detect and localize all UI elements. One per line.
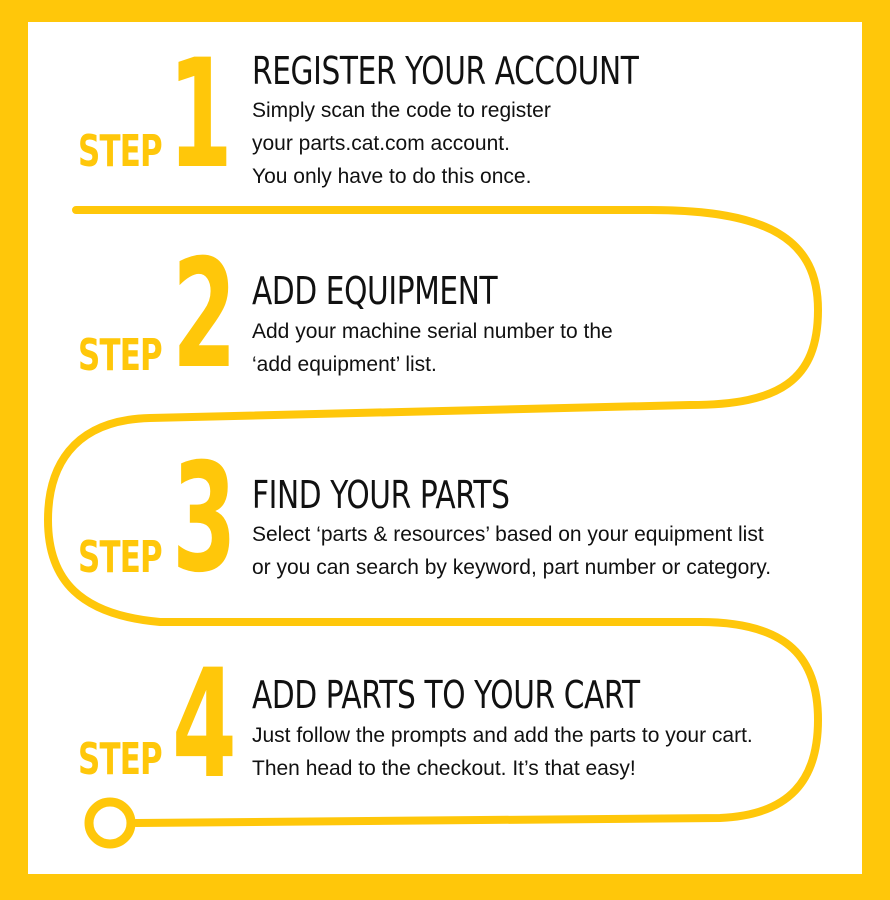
step-3-line-1: Select ‘parts & resources’ based on your equipment list bbox=[252, 523, 764, 546]
step-3-title: FIND YOUR PARTS bbox=[252, 473, 510, 517]
step-2-label: STEP bbox=[78, 330, 162, 381]
step-2-line-2: ‘add equipment’ list. bbox=[252, 353, 437, 376]
step-1-line-2: your parts.cat.com account. bbox=[252, 132, 510, 155]
step-1-line-3: You only have to do this once. bbox=[252, 165, 532, 188]
step-1-title: REGISTER YOUR ACCOUNT bbox=[252, 49, 639, 93]
step-4-line-1: Just follow the prompts and add the parts to your cart. bbox=[252, 724, 753, 747]
step-2-title: ADD EQUIPMENT bbox=[252, 269, 498, 313]
step-1-label: STEP bbox=[78, 126, 162, 177]
step-2-description bbox=[252, 315, 613, 381]
step-1-number: 1 bbox=[168, 28, 233, 202]
step-3-number: 3 bbox=[172, 432, 237, 606]
step-4-description bbox=[252, 719, 753, 785]
step-4-title: ADD PARTS TO YOUR CART bbox=[252, 673, 640, 717]
step-4-label: STEP bbox=[78, 734, 162, 785]
step-1-line-1: Simply scan the code to register bbox=[252, 99, 551, 122]
step-1-description bbox=[252, 94, 551, 193]
step-4-line-2: Then head to the checkout. It’s that easy! bbox=[252, 757, 636, 780]
step-3-line-2: or you can search by keyword, part number or category. bbox=[252, 556, 772, 579]
path-end-circle bbox=[89, 802, 131, 844]
step-3-description bbox=[252, 518, 771, 584]
step-4-number: 4 bbox=[172, 638, 237, 812]
step-2-number: 2 bbox=[172, 228, 237, 402]
step-3-label: STEP bbox=[78, 532, 162, 583]
step-2-line-1: Add your machine serial number to the bbox=[252, 320, 613, 343]
